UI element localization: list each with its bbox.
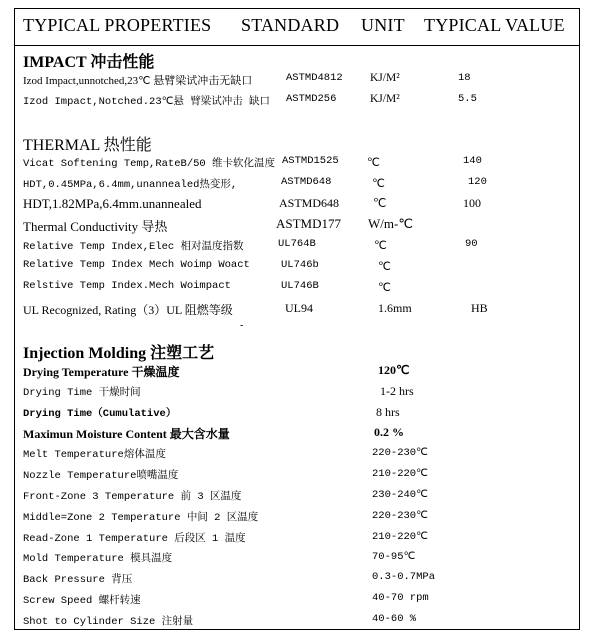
process-name: Drying Time（Cumulative） bbox=[23, 408, 177, 420]
property-standard: UL764B bbox=[278, 238, 316, 250]
section-title-thermal: THERMAL 热性能 bbox=[23, 137, 152, 154]
property-value: 120 bbox=[468, 176, 487, 188]
table-row bbox=[23, 72, 593, 90]
process-name: Nozzle Temperature喷嘴温度 bbox=[23, 470, 179, 482]
process-value: 0.2 % bbox=[374, 425, 404, 439]
property-value: 5.5 bbox=[458, 93, 477, 105]
property-unit: ℃ bbox=[374, 240, 387, 252]
section-title-impact: IMPACT 冲击性能 bbox=[23, 54, 155, 71]
property-standard: ASTMD4812 bbox=[286, 72, 343, 84]
table-row bbox=[23, 238, 593, 256]
process-value: 220-230℃ bbox=[372, 447, 428, 459]
property-name: Thermal Conductivity 导热 bbox=[23, 219, 168, 234]
property-name: Relative Temp Index,Elec 相对温度指数 bbox=[23, 241, 244, 253]
property-value: 18 bbox=[458, 72, 471, 84]
process-name: Screw Speed 螺杆转速 bbox=[23, 595, 141, 607]
property-value: 140 bbox=[463, 155, 482, 167]
process-name: Shot to Cylinder Size 注射量 bbox=[23, 616, 194, 628]
table-row bbox=[23, 571, 593, 589]
property-standard: ASTMD648 bbox=[279, 196, 340, 210]
process-value: 210-220℃ bbox=[372, 531, 428, 543]
process-value: 230-240℃ bbox=[372, 489, 428, 501]
table-row bbox=[23, 425, 593, 443]
table-row bbox=[23, 176, 593, 194]
process-name: Middle=Zone 2 Temperature 中间 2 区温度 bbox=[23, 512, 259, 524]
property-name: Relative Temp Index Mech Woimp Woact bbox=[23, 259, 250, 271]
property-standard: UL746b bbox=[281, 259, 319, 271]
process-value: 120℃ bbox=[378, 363, 410, 377]
table-row bbox=[23, 550, 593, 568]
property-standard: UL94 bbox=[285, 301, 313, 315]
process-name: Read-Zone 1 Temperature 后段区 1 温度 bbox=[23, 533, 246, 545]
process-name: Front-Zone 3 Temperature 前 3 区温度 bbox=[23, 491, 242, 503]
process-name: Back Pressure 背压 bbox=[23, 574, 133, 586]
table-row bbox=[23, 155, 593, 173]
property-name: Izod Impact,unnotched,23℃ 悬臂梁试冲击无缺口 bbox=[23, 75, 253, 87]
property-unit: KJ/M² bbox=[370, 93, 400, 105]
property-standard: ASTMD648 bbox=[281, 176, 332, 188]
property-name: HDT,0.45MPa,6.4mm,unannealed热变形, bbox=[23, 179, 238, 191]
property-value: 100 bbox=[463, 196, 481, 210]
header-typical-properties: TYPICAL PROPERTIES bbox=[23, 15, 212, 35]
table-row bbox=[23, 259, 593, 277]
process-name: Drying Temperature 干燥温度 bbox=[23, 365, 180, 379]
table-row bbox=[23, 467, 593, 485]
property-unit: ℃ bbox=[373, 196, 387, 210]
header-unit: UNIT bbox=[361, 15, 405, 35]
table-row bbox=[23, 216, 593, 234]
table-row bbox=[23, 613, 593, 631]
property-unit: ℃ bbox=[372, 178, 385, 190]
table-row bbox=[23, 509, 593, 527]
process-value: 40-60 % bbox=[372, 613, 417, 625]
table-row bbox=[23, 93, 593, 111]
process-value: 70-95℃ bbox=[372, 551, 416, 563]
process-value: 220-230℃ bbox=[372, 510, 428, 522]
property-name: Vicat Softening Temp,RateB/50 维卡软化温度 bbox=[23, 158, 276, 170]
table-row bbox=[23, 446, 593, 464]
header-divider bbox=[14, 45, 580, 46]
property-unit: ℃ bbox=[378, 282, 391, 294]
header-standard: STANDARD bbox=[241, 15, 340, 35]
table-row bbox=[23, 363, 593, 381]
table-row bbox=[23, 384, 593, 402]
section-title-injection: Injection Molding 注塑工艺 bbox=[23, 345, 215, 362]
property-name: Relstive Temp Index.Mech Woimpact bbox=[23, 280, 231, 292]
property-unit: ℃ bbox=[378, 261, 391, 273]
table-row bbox=[23, 196, 593, 214]
property-standard: ASTMD177 bbox=[276, 216, 342, 231]
process-value: 8 hrs bbox=[376, 405, 400, 419]
header-typical-value: TYPICAL VALUE bbox=[424, 15, 565, 35]
property-unit: KJ/M² bbox=[370, 72, 400, 84]
property-unit: 1.6mm bbox=[378, 301, 412, 315]
property-unit: ℃ bbox=[367, 157, 380, 169]
process-value: 40-70 rpm bbox=[372, 592, 429, 604]
process-name: Melt Temperature熔体温度 bbox=[23, 449, 166, 461]
process-name: Maximun Moisture Content 最大含水量 bbox=[23, 427, 230, 441]
property-standard: UL746B bbox=[281, 280, 319, 292]
property-name: Izod Impact,Notched.23℃悬 臂梁试冲击 缺口 bbox=[23, 96, 271, 108]
property-value: HB bbox=[471, 301, 488, 315]
property-standard: ASTMD1525 bbox=[282, 155, 339, 167]
table-row bbox=[23, 530, 593, 548]
process-value: 210-220℃ bbox=[372, 468, 428, 480]
process-name: Mold Temperature 模具温度 bbox=[23, 553, 173, 565]
table-row bbox=[23, 301, 593, 319]
table-row bbox=[23, 280, 593, 298]
table-row bbox=[23, 488, 593, 506]
property-unit: W/m-℃ bbox=[368, 216, 413, 231]
property-name: UL Recognized, Rating（3）UL 阻燃等级 bbox=[23, 303, 233, 317]
process-name: Drying Time 干燥时间 bbox=[23, 387, 141, 399]
table-row bbox=[23, 592, 593, 610]
property-value: 90 bbox=[465, 238, 478, 250]
process-value: 1-2 hrs bbox=[380, 384, 414, 398]
process-value: 0.3-0.7MPa bbox=[372, 571, 436, 583]
separator-dash: - bbox=[240, 320, 244, 331]
table-row bbox=[23, 405, 593, 423]
property-standard: ASTMD256 bbox=[286, 93, 337, 105]
property-name: HDT,1.82MPa,6.4mm.unannealed bbox=[23, 196, 202, 211]
